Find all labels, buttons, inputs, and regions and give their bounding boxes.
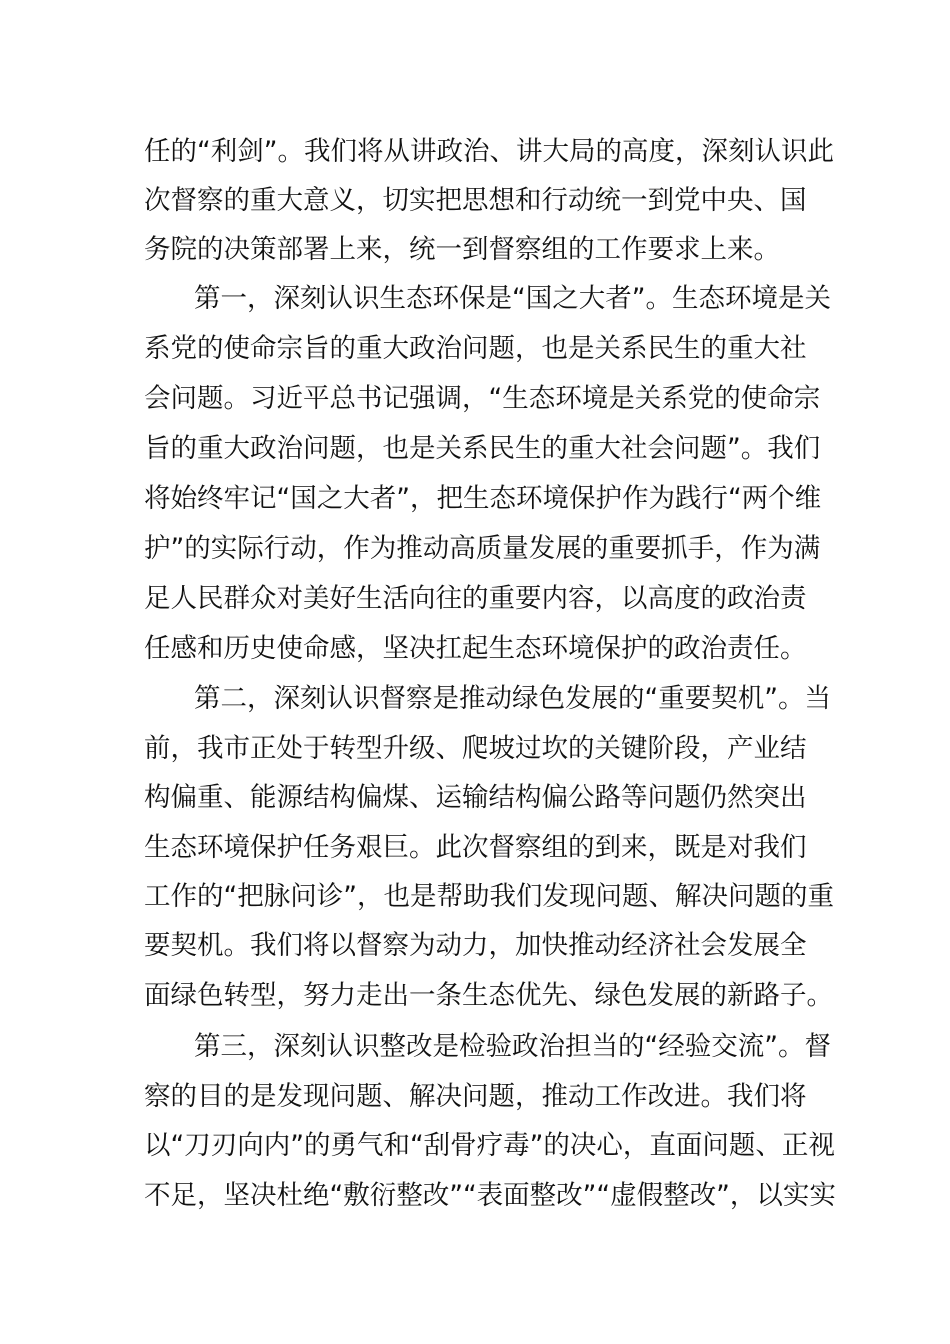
text-line: 构偏重、能源结构偏煤、运输结构偏公路等问题仍然突出 [144,782,807,813]
paragraph-first-line: 第一，深刻认识生态环保是“国之大者”。生态环境是关 [194,283,831,314]
text-line: 面绿色转型，努力走出一条生态优先、绿色发展的新路子。 [144,980,833,1011]
paragraph-first-line: 第二，深刻认识督察是推动绿色发展的“重要契机”。当 [194,683,831,714]
text-line: 以“刀刃向内”的勇气和“刮骨疗毒”的决心，直面问题、正视 [144,1130,835,1161]
text-line: 工作的“把脉问诊”，也是帮助我们发现问题、解决问题的重 [144,881,834,912]
text-line: 任感和历史使命感，坚决扛起生态环境保护的政治责任。 [144,633,807,664]
text-line: 会问题。习近平总书记强调，“生态环境是关系党的使命宗 [144,383,821,414]
text-line: 旨的重大政治问题，也是关系民生的重大社会问题”。我们 [144,433,821,464]
text-line: 任的“利剑”。我们将从讲政治、讲大局的高度，深刻认识此 [144,136,834,167]
text-line: 不足，坚决杜绝“敷衍整改”“表面整改”“虚假整改”，以实实 [144,1180,836,1211]
text-line: 察的目的是发现问题、解决问题，推动工作改进。我们将 [144,1081,807,1112]
text-line: 系党的使命宗旨的重大政治问题，也是关系民生的重大社 [144,333,807,364]
text-line: 前，我市正处于转型升级、爬坡过坎的关键阶段，产业结 [144,733,807,764]
text-line: 护”的实际行动，作为推动高质量发展的重要抓手，作为满 [144,533,821,564]
text-line: 将始终牢记“国之大者”，把生态环境保护作为践行“两个维 [144,483,822,514]
text-line: 足人民群众对美好生活向往的重要内容，以高度的政治责 [144,583,807,614]
text-line: 次督察的重大意义，切实把思想和行动统一到党中央、国 [144,185,807,216]
text-line: 要契机。我们将以督察为动力，加快推动经济社会发展全 [144,930,807,961]
paragraph-first-line: 第三，深刻认识整改是检验政治担当的“经验交流”。督 [194,1031,831,1062]
text-line: 生态环境保护任务艰巨。此次督察组的到来，既是对我们 [144,832,807,863]
text-line: 务院的决策部署上来，统一到督察组的工作要求上来。 [144,234,780,265]
